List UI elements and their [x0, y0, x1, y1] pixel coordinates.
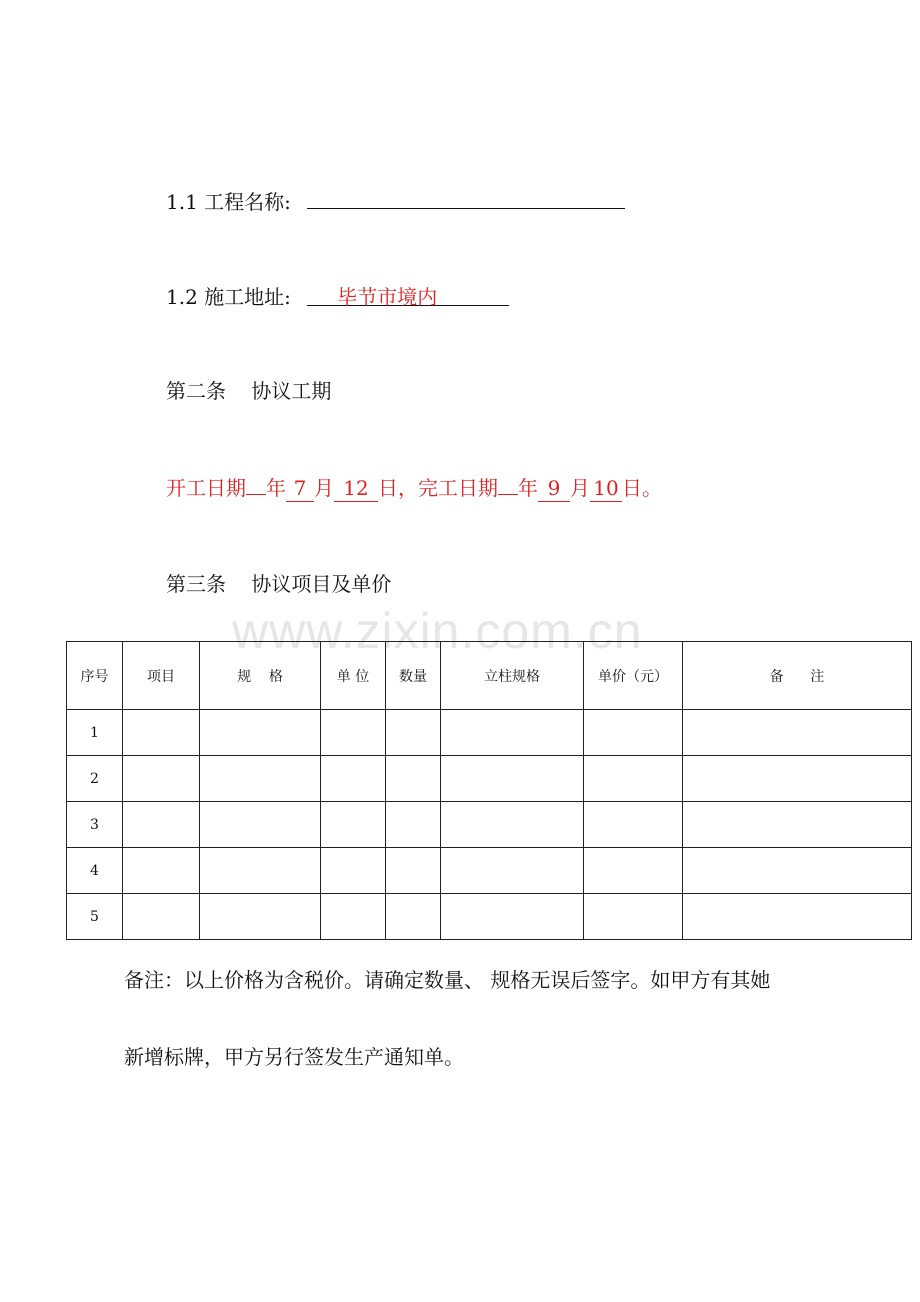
table-header-row [67, 642, 912, 710]
table-cell[interactable] [123, 848, 200, 894]
header-remarks: 备 注 [683, 642, 912, 710]
start-month-value[interactable]: 7 [286, 475, 314, 502]
table-cell[interactable] [441, 848, 584, 894]
table-cell[interactable] [200, 710, 321, 756]
table-cell[interactable] [321, 756, 386, 802]
project-name-line [166, 186, 625, 216]
table-cell[interactable] [386, 710, 441, 756]
table-cell[interactable] [321, 848, 386, 894]
table-cell[interactable] [123, 802, 200, 848]
table-cell[interactable] [683, 756, 912, 802]
table-cell[interactable] [123, 894, 200, 940]
month-text: 月 [314, 476, 334, 500]
site-address-value: 毕节市境内 [307, 283, 509, 306]
row-index: 5 [67, 894, 123, 940]
table-cell[interactable] [123, 710, 200, 756]
table-row [67, 710, 912, 756]
end-date-label: 完工日期 [418, 476, 498, 500]
table-cell[interactable] [441, 756, 584, 802]
table-cell[interactable] [200, 848, 321, 894]
year-text: 年 [518, 476, 538, 500]
table-cell[interactable] [441, 894, 584, 940]
note-line-1: 备注：以上价格为含税价。请确定数量、 规格无误后签字。如甲方有其她 [124, 968, 771, 992]
table-cell[interactable] [321, 710, 386, 756]
table-cell[interactable] [200, 756, 321, 802]
end-month-value[interactable]: 9 [538, 475, 570, 502]
row-index: 3 [67, 802, 123, 848]
start-date-label: 开工日期 [166, 476, 246, 500]
table-cell[interactable] [321, 894, 386, 940]
table-cell[interactable] [584, 756, 683, 802]
project-name-blank[interactable] [307, 186, 625, 209]
start-day-value[interactable]: 12 [334, 475, 378, 502]
project-name-label: 1.1 工程名称: [166, 190, 291, 214]
table-cell[interactable] [321, 802, 386, 848]
year-text: 年 [266, 476, 286, 500]
end-day-value[interactable]: 10 [590, 475, 622, 502]
header-post-spec: 立柱规格 [441, 642, 584, 710]
header-quantity: 数量 [386, 642, 441, 710]
note-line-2: 新增标牌，甲方另行签发生产通知单。 [124, 1045, 464, 1069]
table-cell[interactable] [683, 848, 912, 894]
table-row [67, 894, 912, 940]
article-2-title: 第二条 协议工期 [166, 379, 332, 403]
watermark: www.zixin.com.cn [232, 603, 643, 659]
table-cell[interactable] [584, 848, 683, 894]
table-cell[interactable] [441, 710, 584, 756]
day-text: 日， [378, 476, 418, 500]
table-cell[interactable] [441, 802, 584, 848]
table-cell[interactable] [200, 894, 321, 940]
table-row [67, 848, 912, 894]
header-unit: 单 位 [321, 642, 386, 710]
header-item: 项目 [123, 642, 200, 710]
items-table [66, 641, 912, 940]
table-cell[interactable] [386, 894, 441, 940]
header-spec: 规 格 [200, 642, 321, 710]
row-index: 1 [67, 710, 123, 756]
table-cell[interactable] [683, 894, 912, 940]
month-text: 月 [570, 476, 590, 500]
row-index: 2 [67, 756, 123, 802]
row-index: 4 [67, 848, 123, 894]
header-unit-price: 单价（元） [584, 642, 683, 710]
table-cell[interactable] [386, 802, 441, 848]
table-cell[interactable] [584, 710, 683, 756]
table-cell[interactable] [123, 756, 200, 802]
schedule-dates-line [166, 474, 662, 502]
day-text: 日。 [622, 476, 662, 500]
table-cell[interactable] [584, 802, 683, 848]
table-row [67, 802, 912, 848]
table-cell[interactable] [386, 756, 441, 802]
article-3-title: 第三条 协议项目及单价 [166, 572, 392, 596]
table-cell[interactable] [584, 894, 683, 940]
table-cell[interactable] [683, 802, 912, 848]
start-year-blank[interactable] [246, 494, 266, 495]
table-row [67, 756, 912, 802]
table-cell[interactable] [386, 848, 441, 894]
header-index: 序号 [67, 642, 123, 710]
site-address-label: 1.2 施工地址: [166, 285, 291, 309]
table-cell[interactable] [200, 802, 321, 848]
site-address-line [166, 283, 509, 311]
table-cell[interactable] [683, 710, 912, 756]
end-year-blank[interactable] [498, 494, 518, 495]
